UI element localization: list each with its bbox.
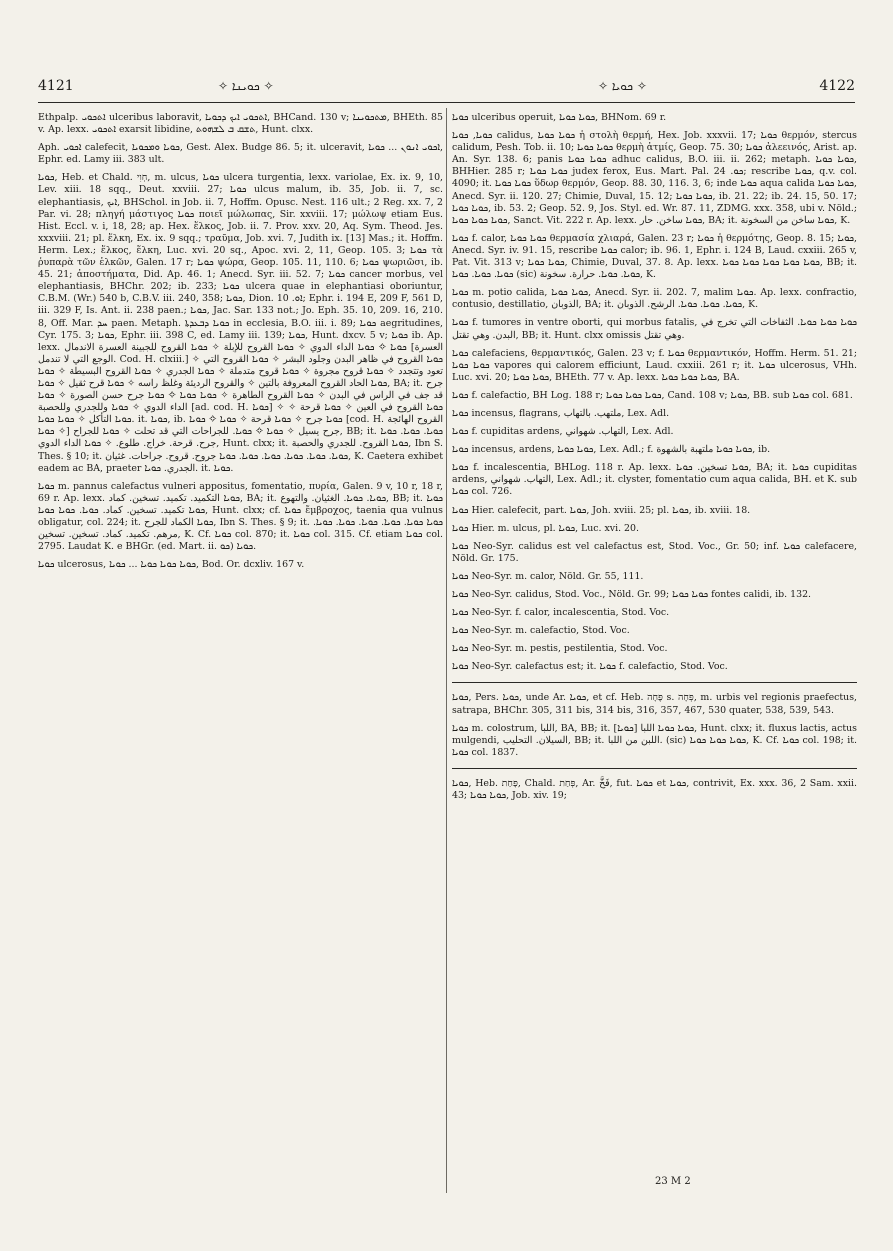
entry-neosyr-calefactio: ܟܘܝܐ Neo-Syr. m. calefactio, Stod. Voc. — [452, 625, 630, 637]
entry-calefaciens: ܟܘܝܐ calefaciens, θερμαντικός, Galen. 23 v; f. ܟܘܝܐ θερμαντικόν, Hoffm. Herm. 51. 21; ܟܘܝܐ ܟܘܝܐ vapores qui calorem efficiunt, Laud. cxxiii. 261 r; it. ܟܘܝܐ ulcerosus, VHh. Luc. xvi. 20; ܟܘܝܐ ܟܘܝܐ, BHEth. 77 v. Ap. lexx. ܟܘܝܐ ܟܘܝܐ ܟܘܝܐ, BA. — [452, 347, 857, 383]
entry-neosyr-calidus-est: ܟܘܝܐ Neo-Syr. calidus est vel calefactus est, Stod. Voc., Gr. 50; inf. ܟܘܝܐ calefacere, Nöld. Gr. 175. — [452, 540, 857, 564]
left-column — [38, 112, 443, 577]
entry-ulcerosus: ܟܘܝܐ ulcerosus, ܟܘܝܐ ܟܘܝܐ ܟܘܝܐ ... ܟܘܝܐ, Bod. Or. dcxliv. 167 v. — [38, 559, 305, 571]
entry-neosyr-calefactus: ܟܘܝܐ Neo-Syr. calefactus est; it. ܟܘܝܐ f. calefactio, Stod. Voc. — [452, 661, 728, 673]
entry-aph: Aph. ܐܟܘܝ calefecit, ܟܘܝܐ ܘܡܟܘܝܐ, Gest. Alex. Budge 86. 5; it. ulceravit, ܐܟܘܝ ܐܢܘܢ ... ܟܘܝܐ, Ephr. ed. Lamy iii. 383 ult. — [38, 142, 443, 166]
right-running-word: ✧ ܟܘܝܐ ✧ — [598, 79, 647, 93]
entry-satrapa: ܟܘܝܐ, Pers. ܟܘܝܐ, unde Ar. ܟܘܝܐ, et cf. Heb. פֶּחָה s. פְּחָה, m. urbis vel regionis praefectus, satrapa, BHChr. 305, 311 bis, 314 bis, 316, 357, 467, 530 quater, 538, 539, 543. — [452, 692, 857, 716]
entry-calor: ܟܘܝܐ f. calor, ܟܘܝܐ ܟܘܝܐ θερμασία χλιαρά, Galen. 23 r; ܟܘܝܐ ἡ θερμότης, Geop. 8. 15; ܟܘܝܐ, Anecd. Syr. iv. 91. 15, rescribe ܟܘܝܐ calor; ib. 96. 1, Ephr. i. 124 B, Laud. cxxiii. 265 v, Pat. Vit. 313 v; ܟܘܝܐ ܟܘܝܐ, Chimie, Duval, 37. 8. Ap. lexx. ܟܘܝܐ ܟܘܝܐ ܟܘܝܐ ܟܘܝܐ ܟܘܝܐ, BB; it. ܟܘܝܐ. ܟܘܝܐ. ܟܘܝܐ (sic) ܟܘܝܐ. ܟܘܝܐ. حرارة. سخونة, K. — [452, 232, 858, 281]
running-head — [38, 78, 855, 102]
entry-neosyr-calor: ܟܘܝܐ Neo-Syr. m. calor, Nöld. Gr. 55, 111. — [452, 570, 644, 582]
entry-contrivit: ܟܘܝܐ, Heb. פָּחַת, Chald. פְּחַת, Ar. فَخَّ, fut. ܟܘܝܐ et ܟܘܝܐ, contrivit, Ex. xxx. 36, 2 Sam. xxii. 43; ܟܘܝܐ ܟܘܝܐ, Job. xiv. 19; — [452, 777, 857, 802]
entry-calefactio: ܟܘܝܐ f. calefactio, BH Log. 188 r; ܟܘܝܐ ܟܘܝܐ ܟܘܝܐ, Cand. 108 v; ܟܘܝܐ, BB. sub ܟܘܝܐ col. 681. — [452, 389, 853, 401]
entry-ethpalp: Ethpalp. ܐܬܟܘܝ ulceribus laboravit, ܐܬܟܘܝ ܐܝܟ ܕܟܘܝܐ, BHCand. 130 v; ܡܬܟܘܝܢܐ, BHEth. 85 v. Ap. lexx. ܐܬܟܘܝ exarsit libidine, ܬܫܩ ܒ ܠܫܗܘܬ, Hunt. clxx. — [38, 112, 443, 136]
section-rule-2 — [452, 768, 857, 769]
entry-pannus: ܟܘܝܐ m. pannus calefactus vulneri appositus, fomentatio, πυρία, Galen. 9 v, 10 r, 18 r, 69 r. Ap. lexx. ܟܘܝܐ التكميد. تكميد. تسخين. كماد, BA; it. ܟܘܝܐ. ܟܘܝܐ. الغثيان. والتهوع, BB; it. ܟܘܝܐ ܟܘܝܐ تكميد. تسخين. كماد. ܟܘܝܐ. ܟܘܝܐ ܟܘܝܐ, Hunt. clxx; cf. ܟܘܝܐ ἔμβροχος, taenia qua vulnus obligatur, col. 224; it. ܟܘܝܐ الكماد للجرح, Ibn S. Thes. § 9; it. ܟܘܝܐ ܟܘܝܐ. ܟܘܝܐ. ܟܘܝܐ. ܟܘܝܐ. ܟܘܝܐ. مرهم. تكميد. كماد. تسخين. تسخين, K. Cf. ܟܘܝܐ col. 870; it. ܟܘܝܐ col. 315. Cf. etiam ܟܘܝܐ col. 2795. Laudat K. e BHGr. (ed. Mart. ii. ܟܘ) ܟܘܝܐ. — [38, 480, 444, 553]
entry-neosyr-incalescentia: ܟܘܝܐ Neo-Syr. f. calor, incalescentia, Stod. Voc. — [452, 607, 670, 619]
entry-ulceribus-operuit: ܟܘܝܐ ulceribus operuit, ܟܘܝܐ ܟܘܝܐ, BHNom. 69 r. — [452, 112, 667, 123]
entry-incensus: ܟܘܝܐ incensus, flagrans, ملتهب. بالتهاب, Lex. Adl. — [452, 407, 670, 419]
left-running-word: ✧ ܟܘܝܢܐ ✧ — [218, 79, 274, 93]
entry-neosyr-calidus: ܟܘܝܐ Neo-Syr. calidus, Stod. Voc., Nöld. Gr. 99; ܟܘܝܐ ܟܘܝܐ fontes calidi, ib. 132. — [452, 589, 812, 600]
right-column — [452, 112, 857, 808]
entry-ardens: ܟܘܝܐ incensus, ardens, ܟܘܝܐ ܟܘܝܐ, Lex. Adl.; f. ܟܘܝܐ ܟܘܝܐ ملتهبة بالشهوة, ib. — [452, 444, 771, 456]
entry-potio-calida: ܟܘܝܐ m. potio calida, ܟܘܝܐ ܟܘܝܐ, Anecd. Syr. ii. 202. 7, malim ܟܘܝܐ. Ap. lexx. confractio, contusio, destillatio, الذوبان, BA; it. ܟܘܝܐ. ܟܘܝܐ. ܟܘܝܐ. الرشح. الذوبان, K. — [452, 287, 857, 311]
entry-ulcus: ܟܘܝܐ, Heb. et Chald. חְוִי, m. ulcus, ܟܘܝܐ ulcera turgentia, lexx. variolae, Ex. ix. 9, 10, Lev. xiii. 18 sqq., Deut. xxviii. 27; ܟܘܝܐ ulcus malum, ib. 35, Job. ii. 7, sc. elephantiasis, ܐܝܟ, BHSchol. in Job. ii. 7, Hoffm. Opusc. Nest. 116 ult.; 2 Reg. xx. 7, 2 Par. vi. 28; πληγή μάστιγος ܟܘܝܐ ποιεῖ μώλωπας, Sir. xxviii. 17; μώλωψ etiam Eus. Hist. Eccl. v. i, 18, 28; ap. Hex. ἕλκος, Job. ii. 7. Prov. xxv. 20, Aq. Sym. Theod. Jes. xxxviii. 21; pl. ἕλκη, Ex. ix. 9 sqq.; τραῦμα, Job. xvi. 7, Judith ix. [13] Mas.; it. Hoffm. Herm. Lex.; ἕλκος, ἕλκη, Luc. xvi. 20 sq., Apoc. xvi. 2, 11, Geop. 105. 3; ܟܘܝܐ τὰ ῥυπαρὰ τῶν ἑλκῶν, Galen. 17 r; ܟܘܝܐ ψώρα, Geop. 105. 11, 110. 6; ܟܘܝܐ ψωριῶσι, ib. 45. 21; ἀποστήματα, Did. Ap. 46. 1; Anecd. Syr. iii. 52. 7; ܟܘܝܐ cancer morbus, vel elephantiasis, BHChr. 202; ib. 233; ܟܘܝܐ ulcera quae in elephantiasi oboriuntur, C.B.M. (Wr.) 540 b, C.B.V. iii. 240, 358; ܟܘܝܐ, Dion. ܐܘ. 10; Ephr. i. 194 E, 209 F, 561 D, iii. 329 F, Is. Ant. ii. 238 paen.; ܟܘܝܐ, Jac. Sar. 133 not.; Jo. Eph. 35. 10, 209. 16, 210. 8, Off. Mar. ܚܕ paen. Metaph. ܟܘܝܐ ܕܒܥܕܬܐ in ecclesia, B.O. iii. i. 89; ܟܘܝܐ aegritudines, Cyr. 175. 3; ܟܘܝܐ, Ephr. iii. 398 C, ed. Lamy iii. 139; ܟܘܝܐ, Hunt. dxcv. 5 v; ܟܘܝܐ ib. Ap. lexx. ܟܘܝܐ ✧ ܟܘܝܐ الداء الدوي ✧ ܟܘܝܐ القروح للإبلة ✧ ܟܘܝܐ القروح للجبينة العسرة الاندمال [العسرة الوجع التي لا تندمل. Cod. H. clxiii.] ✧ ܟܘܝܐ القروح في ظاهر البدن وجلود البشر ✧ ܟܘܝܐ القروح التي تعود وتتجدد ✧ ܟܘܝܐ قروح مجروة ✧ ܟܘܝܐ قروح متدملة ✧ ܟܘܝܐ الجدري ✧ ܟܘܝܐ القروح البسيطة ✧ ܟܘܝܐ ܟܘܝܐ الحاد القروح المعروفة بالتين ✧ والقروح الرديئة وغلظ راسه ✧ ܟܘܝܐ قرح ثقيل ✧ ܟܘܝܐ, BA; it. جرح قد جف في الراس في البدن ✧ ܟܘܝܐ القروح الطاهرة ✧ ܟܘܝܐ ܟܘܝܐ ✧ ܟܘܝܐ جرح حسن الصورة ✧ ܟܘܝܐ الداء الدوي ✧ ܟܘܝܐ وللجدري وللحصبة [ad. cod. H. ܟܘܝܐ] ✧ ܟܘܝܐ القروح في العين ✧ ܟܘܝܐ قرحة ✧ ܟܘܝܐ التأكل ✧ ܟܘܝܐ ܟܘܝܐ. it. ܟܘܝܐ, ib. ܟܘܝܐ جرح ✧ ܟܘܝܐ قرحة ✧ ܟܘܝܐ ✧ ܟܘܝܐ [cod. H. القروح الهائجة ✧ ܟܘܝܐ] جرح يسيل ✧ ܟܘܝܐ ✧ ܟܘܝܐ. للجراحات التي قد تحلت ✧ ܟܘܝܐ للجراح, BB; it. ܟܘܝܐ. ܟܘܝܐ. ܟܘܝܐ جرح. قرحة. خراج. طلوع. ✧ ܟܘܝܐ الداء الدوي, Hunt. clxx; it. ܟܘܝܐ القروح. للجدري والحصبة, Ibn S. Thes. § 10; it. ܟܘܝܐ. ܟܘܝܐ. ܟܘܝܐ. ܟܘܝܐ. ܟܘܝܐ. ܟܘܝܐ جروح. قروح. جراحات. غثيان, K. Caetera exhibet eadem ac BA, praeter الجدري. ܟܘܝܐ. it. ܟܘܝܐ. — [38, 172, 444, 474]
entry-incalescentia: ܟܘܝܐ f. incalescentia, BHLog. 118 r. Ap. lexx. ܟܘܝܐ تسخين. ܟܘܝܐ, BA; it. ܟܘܝܐ cupiditas ardens, التهاب. شهواني, Lex. Adl.; it. clyster, fomentatio cum aqua calida, BH. et K. sub ܟܘܝܐ col. 726. — [452, 462, 857, 498]
left-page-number: 4121 — [38, 78, 74, 94]
entry-tumores: ܟܘܝܐ f. tumores in ventre oborti, qui morbus fatalis, ܟܘܝܐ ܟܘܝܐ ܟܘܝܐ. الثفاخات التي تخرج في البدن. وهي تقتل, BB; it. Hunt. clxx omissis وهي تقتل. — [452, 317, 857, 341]
entry-hier-ulcus: ܟܘܝܐ Hier. m. ulcus, pl. ܟܘܝܐ, Luc. xvi. 20. — [452, 522, 639, 534]
entry-neosyr-pestis: ܟܘܝܐ Neo-Syr. m. pestis, pestilentia, Stod. Voc. — [452, 643, 668, 655]
right-page-number: 4122 — [819, 78, 855, 94]
column-divider — [446, 108, 447, 1193]
section-rule-1 — [452, 682, 857, 683]
header-rule — [38, 102, 855, 103]
signature-mark: 23 M 2 — [655, 1176, 691, 1187]
entry-hier-calefecit: ܟܘܝܐ Hier. calefecit, part. ܟܘܝܐ, Joh. xviii. 25; pl. ܟܘܝܐ, ib. xviii. 18. — [452, 504, 751, 516]
entry-colostrum: ܟܘܝܐ m. colostrum, اللبا, BA, BB; it. ܟܘܝܐ ܟܘܝܐ اللبا [ܟܘܝܐ], Hunt. clxx; it. fluxus lactis, actus mulgendi, السيلان. التحليب, BB; it. اللبن من اللبا. (sic) ܟܘܝܐ ܟܘܝܐ ܟܘܝܐ, K. Cf. ܟܘܝܐ col. 198; it. ܟܘܝܐ col. 1837. — [452, 722, 857, 758]
entry-cupiditas: ܟܘܝܐ f. cupiditas ardens, التهاب. شهواني, Lex. Adl. — [452, 426, 674, 438]
entry-calidus: ܟܘܝܐ, ܟܘܝܐ calidus, ܟܘܝܐ ܟܘܝܐ ἡ στολὴ θερμή, Hex. Job. xxxvii. 17; ܟܘܝܐ θερμόν, stercus calidum, Pesh. Tob. ii. 10; ܟܘܝܐ ܟܘܝܐ θερμὴ ἀτμίς, Geop. 75. 30; ܟܘܝܐ ἀλεεινός, Arist. ap. An. Syr. 138. 6; panis ܟܘܝܐ ܟܘܝܐ adhuc calidus, B.O. iii. ii. 262; metaph. ܟܘܝܐ ܟܘܝܐ, BHHier. 285 r; ܟܘܝܐ ܟܘܝܐ judex ferox, Eus. Mart. Pal. ܟܘ. 24; rescribe ܟܘܝܐ, q.v. col. 4090; it. ܟܘܝܐ ܟܘܝܐ ὕδωρ θερμόν, Geop. 88. 30, 116. 3, 6; inde ܟܘܝܐ aqua calida ܟܘܝܐ ܟܘܝܐ, Anecd. Syr. ii. 120. 27; Chimie, Duval, 15. 12; ܟܘܝܐ ܟܘܝܐ, ib. 21. 22; ib. 24. 15, 50. 17; ܟܘܝܐ ܟܘܝܐ, ib. 53. 2; Geop. 52. 9, Jos. Styl. ed. Wr. 87. 11, ZDMG. xxx. 358, ubi v. Nöld.; ܟܘܝܐ ܟܘܝܐ ܟܘܝܐ, Sanct. Vit. 222 r. Ap. lexx. ܟܘܝܐ ساخن. حار, BA; it. ܟܘܝܐ ساخن من السخونة, K. — [452, 130, 858, 226]
